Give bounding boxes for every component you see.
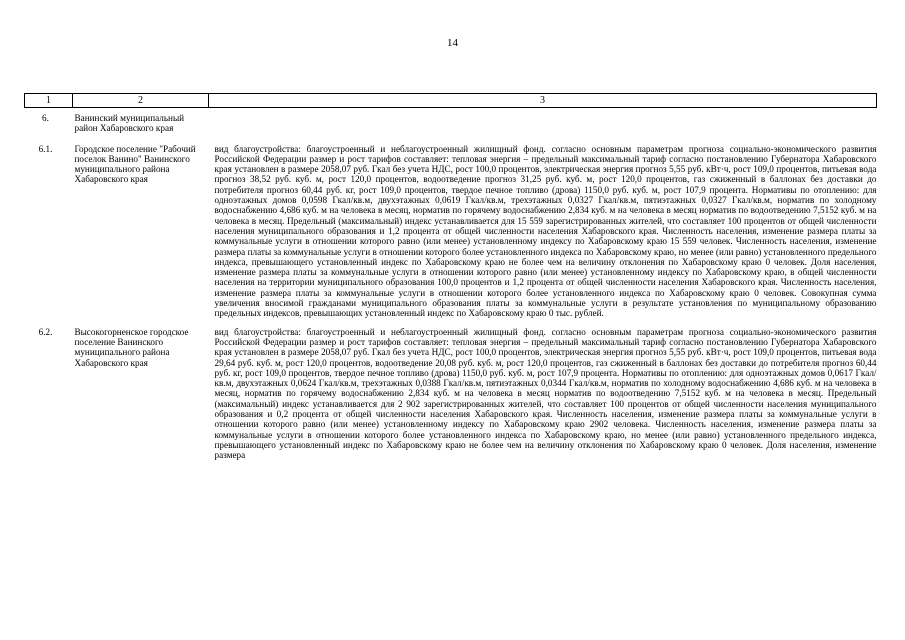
header-col-3: 3 — [209, 94, 877, 108]
table-row — [25, 327, 877, 469]
row-number: 6. — [42, 113, 49, 123]
row-number: 6.2. — [38, 326, 53, 337]
table-header — [25, 94, 877, 108]
row-number: 6.1. — [38, 143, 53, 154]
header-col-2: 2 — [73, 94, 209, 108]
table-row — [25, 144, 877, 327]
table-header-row — [25, 94, 877, 108]
header-col-1: 1 — [25, 94, 73, 108]
page-number: 14 — [447, 37, 458, 49]
row-description: вид благоустройства: благоустроенный и неблагоустроенный жилищный фонд. согласно основным параметрам прогноза социально-экономического развития Российской Федерации размер и рост тарифов составляет: тепловая энергия – предельный максимальный тариф согласно постановлению Губернатора Хабаровского края установлен в размере 2058,07 руб. Гкал без учета НДС, рост 100,0 процентов, электрическая энергия прогноз 5,55 руб. кВт·ч, рост 109,0 процентов, питьевая вода прогноз 38,52 руб. куб. м, рост 120,0 процентов, водоотведение прогноз 31,25 руб. куб. м, рост 120,0 процентов, газ сжиженный в баллонах без доставки до потребителя прогноз 60,44 руб. кг, рост 109,0 процентов, твердое печное топливо (дрова) 1150,0 руб. куб. м, рост 107,9 процента. Нормативы по отоплению: для одноэтажных домов 0,0598 Гкал/кв.м, двухэтажных 0,0619 Гкал/кв.м, трехэтажных 0,0327 Гкал/кв.м, пятиэтажных 0,0327 Гкал/кв.м, норматив по холодному водоснабжению 4,686 куб. м на человека в месяц, норматив по горячему водоснабжению 2,834 куб. м на человека в месяц норматив по водоотведению 7,5152 куб. м на человека в месяц. Предельный (максимальный) индекс устанавливается для 15 559 зарегистрированных жителей, что составляет 100 процентов от общей численности населения муниципального образования и 1,2 процента от общей численности населения Хабаровского края. Численность населения, изменение размера платы за коммунальные услуги в отношении которого равно (или менее) установленному индексу по Хабаровскому краю 15 559 человек. Численность населения, изменение размера платы за коммунальные услуги в отношении которого более установленного индекса по Хабаровскому краю, но менее (или равно) установленного предельного индекса, превышающего установленный индекс по Хабаровскому краю не более чем на величину отклонения по Хабаровскому краю 0 человек. Доля населения, изменение размера платы за коммунальные услуги в отношении которого равно (или менее) установленному индексу по Хабаровскому краю, в общей численности населения на территории муниципального образования 100,0 процентов и 1,2 процента от общей численности населения Хабаровского края. Численность населения, изменение размера платы за коммунальные услуги в отношении которого более установленного индекса по Хабаровскому краю 0 человек. Совокупная сумма увеличения вносимой гражданами муниципального образования платы за коммунальные услуги в результате установления по муниципальному образованию предельных индексов, превышающих установленный индекс по Хабаровскому краю 0 тыс. рублей. — [214, 143, 877, 319]
table-row-region — [25, 108, 877, 144]
tariff-index-table — [24, 93, 877, 469]
row-description: вид благоустройства: благоустроенный и неблагоустроенный жилищный фонд. согласно основным параметрам прогноза социально-экономического развития Российской Федерации размер и рост тарифов составляет: тепловая энергия – предельный максимальный тариф согласно постановлению Губернатора Хабаровского края установлен в размере 2058,07 руб. Гкал без учета НДС, рост 100,0 процентов, электрическая энергия прогноз 5,55 руб. кВт·ч, рост 109,0 процентов, питьевая вода 29,64 руб. куб. м, рост 120,0 процентов, водоотведение 20,08 руб. куб. м, рост 120,0 процентов, газ сжиженный в баллонах без доставки до потребителя прогноз 60,44 руб. кг, рост 109,0 процентов, твердое печное топливо (дрова) 1150,0 руб. куб. м, рост 107,9 процента. Нормативы по отоплению: для одноэтажных домов 0,0617 Гкал/кв.м, двухэтажных 0,0624 Гкал/кв.м, трехэтажных 0,0388 Гкал/кв.м, пятиэтажных 0,0344 Гкал/кв.м, норматив по холодному водоснабжению 4,686 куб. м на человека в месяц, норматив по горячему водоснабжению 2,834 куб. м на человека в месяц норматив по водоотведению 7,5152 куб. м на человека в месяц. Предельный (максимальный) индекс устанавливается для 2 902 зарегистрированных жителей, что составляет 100 процентов от общей численности населения муниципального образования и 0,2 процента от общей численности населения Хабаровского края. Численность населения, изменение размера платы за коммунальные услуги в отношении которого равно (или менее) установленному индексу по Хабаровскому краю 2902 человека. Численность населения, изменение размера платы за коммунальные услуги в отношении которого более установленного индекса по Хабаровскому краю, но менее (или равно) установленного предельного индекса, превышающего установленный индекс по Хабаровскому краю не более чем на величину отклонения по Хабаровскому краю 0 человек. Доля населения, изменение размера — [214, 326, 877, 461]
table-body — [25, 108, 877, 469]
municipality-name: Высокогорненское городское поселение Ванинского муниципального района Хабаровского края — [74, 326, 189, 368]
row-description — [209, 108, 877, 144]
municipality-name: Ванинский муниципальный район Хабаровского края — [74, 113, 185, 134]
municipality-name: Городское поселение "Рабочий поселок Ванино" Ванинского муниципального района Хабаровского края — [74, 143, 196, 185]
